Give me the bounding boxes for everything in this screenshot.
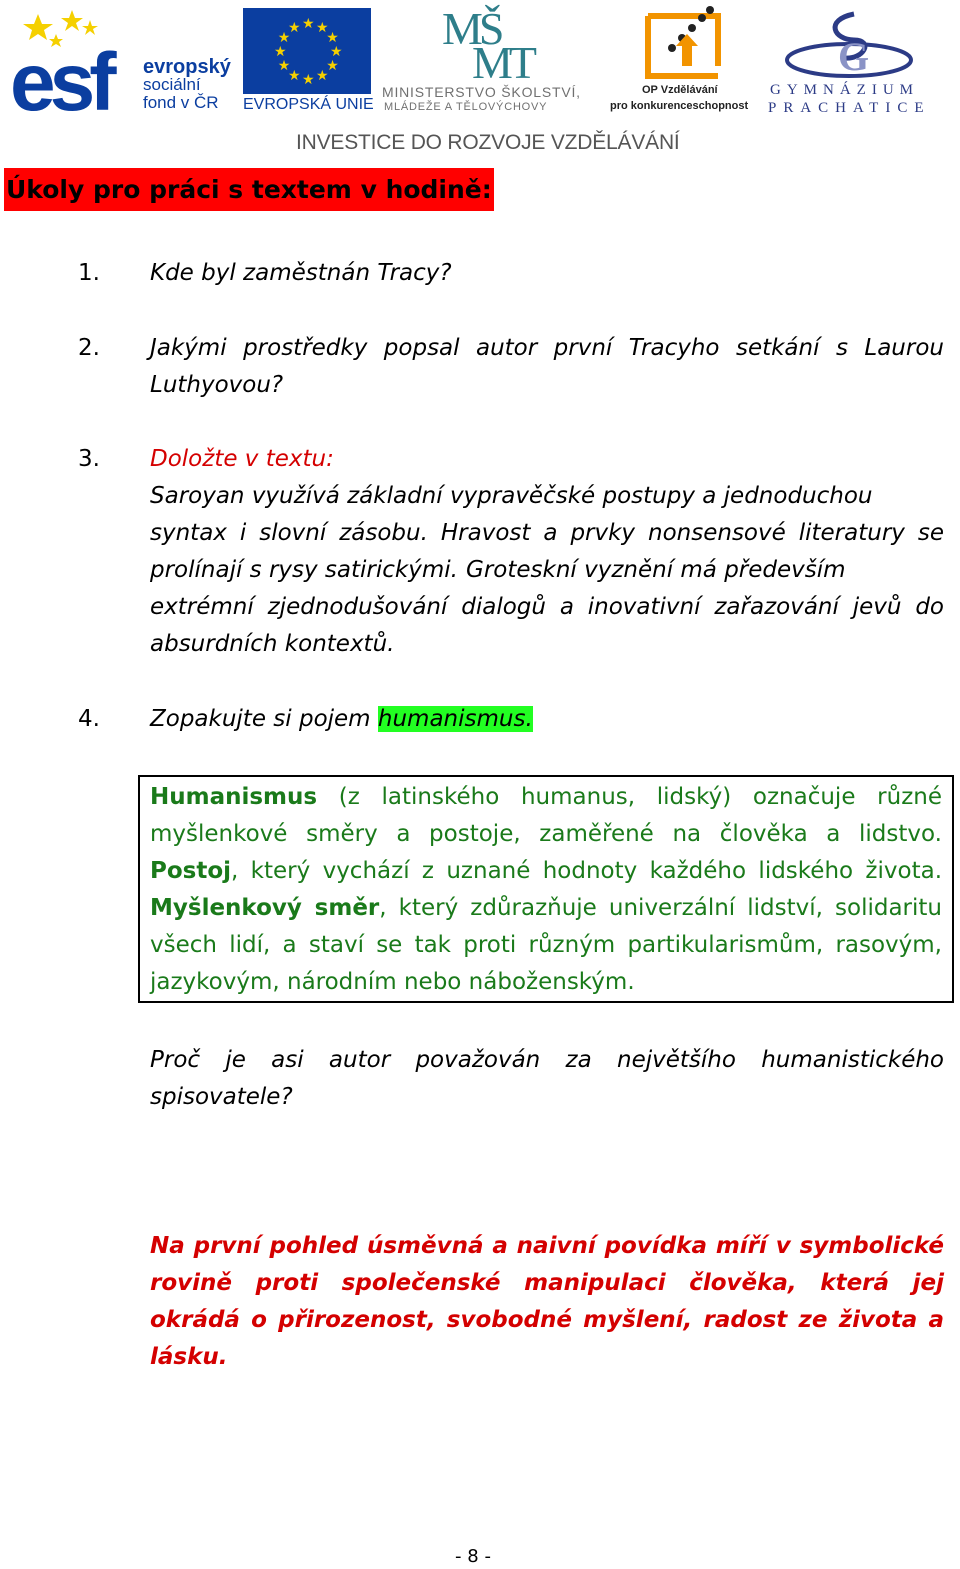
eu-star-icon: ★ xyxy=(288,19,301,36)
task-4-text xyxy=(150,701,944,738)
page-heading: Úkoly pro práci s textem v hodině: xyxy=(4,168,494,211)
esf-line-3: fond v ČR xyxy=(143,93,219,112)
definition-text-3: , který zdůrazňuje univerzální lidství, solidaritu všech lidí, a staví se tak proti různým partikularismům, rasovým, jazykovým, národním nebo náboženským. xyxy=(150,895,942,995)
definition-text-1: (z latinského humanus, lidský) označuje různé myšlenkové směry a postoje, zaměřené na člověka a lidstvo. xyxy=(150,784,942,847)
svg-text:MŠ: MŠ xyxy=(442,4,501,54)
eu-star-icon: ★ xyxy=(302,16,315,32)
question xyxy=(150,1042,944,1116)
eu-logo xyxy=(243,8,373,116)
esf-mark-icon xyxy=(10,8,145,116)
definition-text xyxy=(150,779,942,1001)
eu-star-icon: ★ xyxy=(326,58,339,74)
task-1-text: Kde byl zaměstnán Tracy? xyxy=(150,260,452,286)
esf-line-2: sociální xyxy=(143,75,201,94)
eu-star-icon: ★ xyxy=(277,30,291,46)
eu-flag-icon xyxy=(243,8,371,94)
question-line-2: spisovatele? xyxy=(150,1084,293,1110)
gymnazium-line-1: GYMNÁZIUM xyxy=(770,82,919,98)
definition-term-1: Humanismus xyxy=(150,784,318,810)
eu-star-icon: ★ xyxy=(302,72,315,88)
task-4-highlight: humanismus. xyxy=(377,706,533,732)
question-line-1: Proč je asi autor považován za největšího humanistického xyxy=(150,1047,944,1073)
msmt-line-2: MLÁDEŽE A TĚLOVÝCHOVY xyxy=(384,101,548,113)
eu-star-icon: ★ xyxy=(288,68,301,85)
task-4-number: 4. xyxy=(78,706,100,732)
task-3-line-2: syntax i slovní zásobu. Hravost a prvky nonsensové literatury se prolínají s rysy satirickými. xyxy=(150,520,944,583)
op-line-2: pro konkurenceschopnost xyxy=(610,100,749,112)
definition-term-3: Myšlenkový směr xyxy=(150,895,380,921)
conclusion: Na první pohled úsměvná a naivní povídka míří v symbolické rovině proti společenské manipulaci člověka, která jej okrádá o přirozenost, svobodné myšlení, radost ze života a lásku. xyxy=(150,1233,944,1370)
gymnazium-mark-icon xyxy=(784,10,914,80)
definition-term-2: Postoj xyxy=(150,858,232,884)
task-2-number: 2. xyxy=(78,335,100,361)
task-4-label: Zopakujte si pojem xyxy=(150,706,378,732)
op-mark-icon xyxy=(644,6,726,82)
msmt-logo xyxy=(382,4,607,116)
svg-text:esf: esf xyxy=(10,37,111,116)
esf-caption xyxy=(143,58,231,112)
eu-star-icon: ★ xyxy=(277,58,291,74)
logo-header xyxy=(0,0,960,160)
svg-text:G: G xyxy=(838,34,870,79)
task-3-line-1: Saroyan využívá základní vypravěčské postupy a jednoduchou xyxy=(150,483,873,509)
svg-text:MT: MT xyxy=(472,37,533,80)
eu-caption: EVROPSKÁ UNIE xyxy=(243,96,374,113)
task-3-line-4: extrémní zjednodušování dialogů a inovativní zařazování jevů do absurdních kontextů. xyxy=(150,594,944,657)
gymnazium-logo xyxy=(764,10,930,116)
eu-star-icon: ★ xyxy=(316,19,329,36)
task-1-number: 1. xyxy=(78,260,100,286)
task-3-title: Doložte v textu: xyxy=(150,446,334,472)
op-logo xyxy=(608,6,756,116)
page-number: - 8 - xyxy=(455,1546,491,1567)
esf-logo xyxy=(10,8,235,116)
eu-star-icon: ★ xyxy=(326,30,339,46)
gymnazium-line-2: PRACHATICE xyxy=(768,100,931,116)
msmt-line-1: MINISTERSTVO ŠKOLSTVÍ, xyxy=(382,84,581,100)
esf-line-1: evropský xyxy=(143,56,231,78)
eu-star-icon: ★ xyxy=(330,44,343,60)
eu-star-icon: ★ xyxy=(274,44,287,60)
task-3-line-3: Groteskní vyznění má především xyxy=(466,557,846,583)
task-2-text: Jakými prostředky popsal autor první Tracyho setkání s Laurou Luthyovou? xyxy=(150,335,944,398)
task-3-block xyxy=(150,441,944,663)
eu-star-icon: ★ xyxy=(316,68,329,85)
task-3-number: 3. xyxy=(78,446,100,472)
invest-caption: INVESTICE DO ROZVOJE VZDĚLÁVÁNÍ xyxy=(296,131,680,154)
op-line-1: OP Vzdělávání xyxy=(642,84,718,96)
definition-text-2: , který vychází z uznané hodnoty každého lidského života. xyxy=(231,858,942,884)
msmt-mark-icon xyxy=(442,4,552,80)
